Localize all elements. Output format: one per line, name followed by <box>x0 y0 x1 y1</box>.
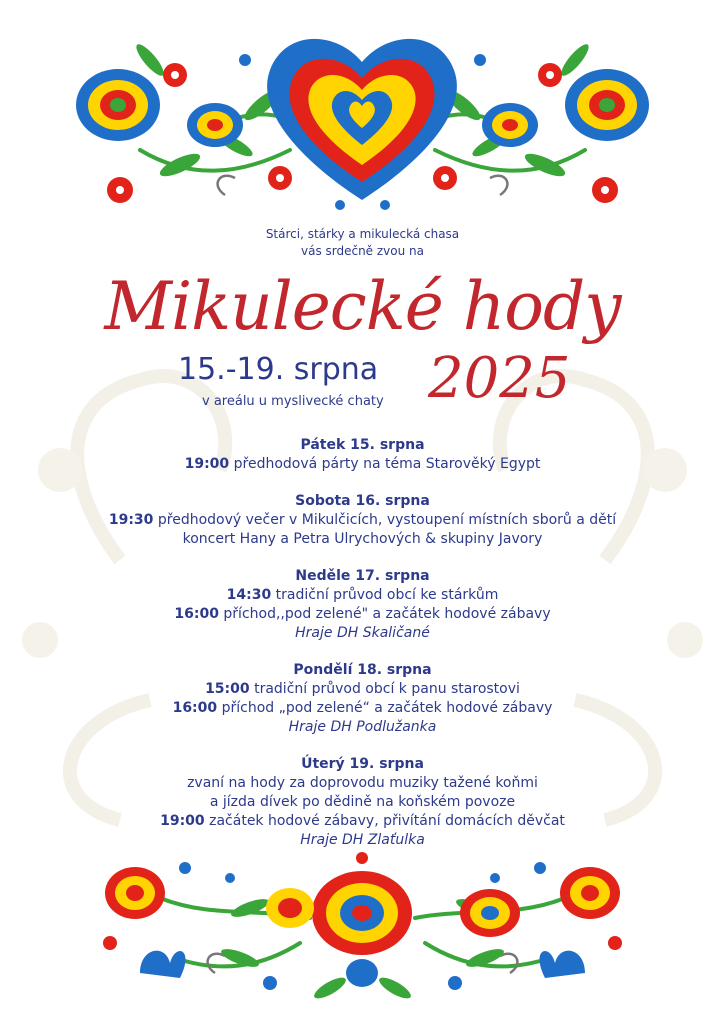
time: 19:30 <box>108 512 154 528</box>
time: 15:00 <box>205 681 250 697</box>
time: 19:00 <box>160 813 205 829</box>
program-line: zvaní na hody za doprovodu muziky tažené koňmi <box>187 775 538 791</box>
band-name: Hraje DH Podlužanka <box>288 719 437 735</box>
right-small-flower <box>482 103 538 147</box>
heart-motif <box>267 39 457 200</box>
day-tuesday <box>0 755 725 850</box>
activity: příchod,,pod zelené" a začátek hodové zábavy <box>218 606 551 622</box>
invite-line-1: Stárci, stárky a mikulecká chasa <box>265 227 460 241</box>
event-dates: 15.-19. srpna <box>178 352 379 387</box>
center-tulip <box>312 871 412 987</box>
day-title: Sobota 16. srpna <box>295 493 430 509</box>
time: 16:00 <box>174 606 219 622</box>
day-saturday <box>0 492 725 549</box>
day-sunday <box>0 567 725 643</box>
day-title: Úterý 19. srpna <box>301 756 424 772</box>
event-venue: v areálu u myslivecké chaty <box>202 394 384 409</box>
left-yellow-flower <box>266 888 314 928</box>
time: 14:30 <box>226 587 272 603</box>
activity: tradiční průvod obcí ke stárkům <box>271 587 499 603</box>
right-yellow-flower <box>460 889 520 937</box>
event-title: Mikulecké hody <box>104 268 621 345</box>
event-year: 2025 <box>428 346 571 411</box>
invitation-text <box>0 226 725 260</box>
activity: začátek hodové zábavy, přivítání domácích děvčat <box>204 813 565 829</box>
time: 19:00 <box>184 456 230 472</box>
program-line <box>0 455 725 474</box>
band-name: Hraje DH Zlaťulka <box>300 832 425 848</box>
invite-line-2: vás srdečně zvou na <box>300 244 425 258</box>
activity: tradiční průvod obcí k panu starostovi <box>249 681 520 697</box>
band-name: Hraje DH Skaličané <box>295 625 430 641</box>
activity: předhodový večer v Mikulčicích, vystoupení místních sborů a dětí <box>153 512 617 528</box>
left-blue-flower <box>76 69 160 141</box>
program-line: koncert Hany a Petra Ulrychových & skupiny Javory <box>182 531 543 547</box>
day-title: Neděle 17. srpna <box>295 568 430 584</box>
program-line <box>0 812 725 831</box>
right-red-flower <box>560 867 620 919</box>
program-line <box>0 699 725 718</box>
day-title: Pátek 15. srpna <box>300 437 425 453</box>
program-line <box>0 511 725 530</box>
time: 16:00 <box>172 700 218 716</box>
bottom-folk-ornament <box>0 848 725 1024</box>
program-schedule <box>0 436 725 868</box>
activity: příchod „pod zelené“ a začátek hodové zábavy <box>217 700 553 716</box>
day-monday <box>0 661 725 737</box>
activity: předhodová párty na téma Starověký Egypt <box>229 456 541 472</box>
day-title: Pondělí 18. srpna <box>293 662 432 678</box>
left-small-flower <box>187 103 243 147</box>
program-line <box>0 680 725 699</box>
program-line <box>0 586 725 605</box>
day-friday <box>0 436 725 474</box>
left-red-flower <box>105 867 165 919</box>
program-line <box>0 605 725 624</box>
right-blue-flower <box>565 69 649 141</box>
program-line: a jízda dívek po dědině na koňském povoze <box>209 794 516 810</box>
top-folk-ornament <box>0 0 725 225</box>
